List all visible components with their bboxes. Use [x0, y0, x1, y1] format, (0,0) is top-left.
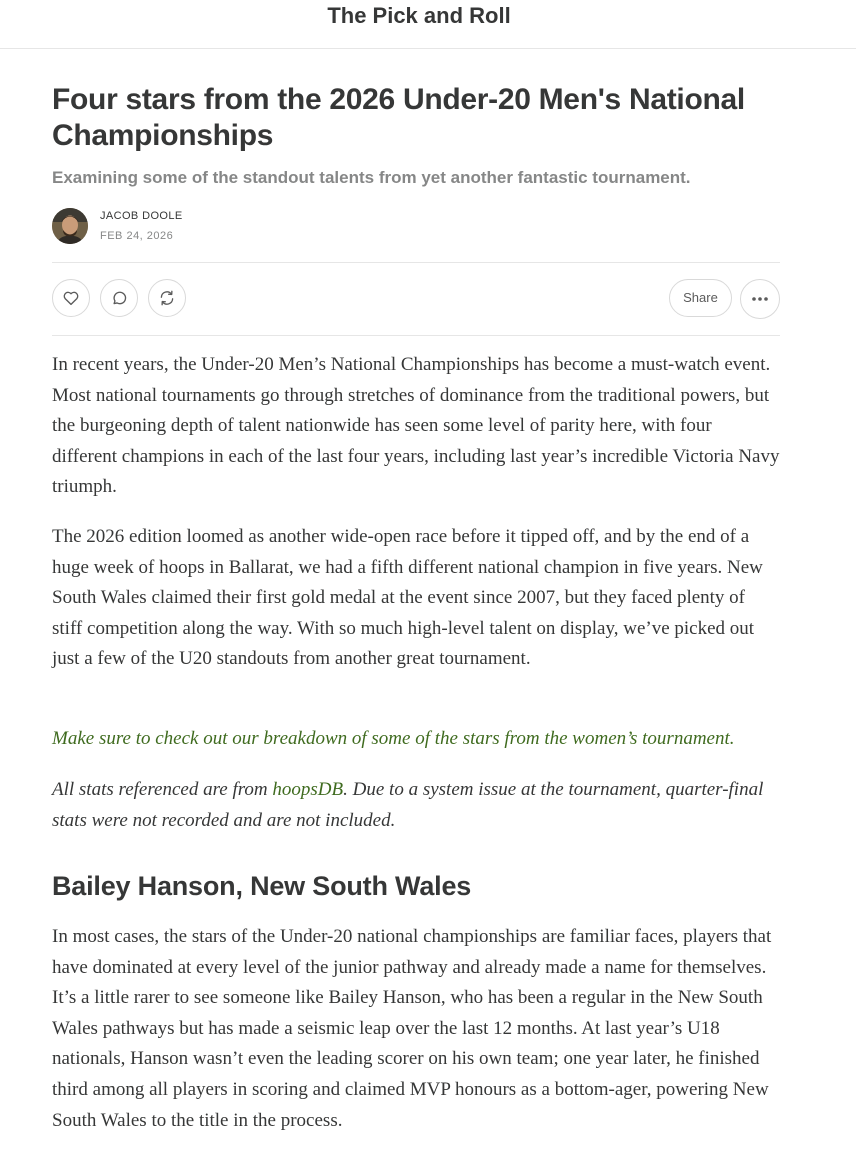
stats-note: [52, 775, 780, 836]
post-subtitle: Examining some of the standout talents from yet another fantastic tournament.: [52, 168, 691, 187]
comment-icon: [110, 289, 128, 307]
restack-button[interactable]: [148, 279, 186, 317]
post-date: FEB 24, 2026: [100, 230, 174, 242]
body-paragraph-1: In recent years, the Under-20 Men’s National Championships has become a must-watch event. Most national tournaments go through stretches of dominance from the traditional powers, but the burgeoning depth of talent nationwide has seen some level of parity here, with four different champions in each of the last four years, including last year’s incredible Victoria Navy triumph.: [52, 354, 780, 498]
stats-note-intro: All stats referenced are from: [52, 779, 273, 800]
author-name[interactable]: JACOB DOOLE: [100, 210, 183, 222]
author-avatar[interactable]: [52, 208, 88, 244]
restack-icon: [158, 289, 176, 307]
share-button[interactable]: Share: [669, 279, 732, 317]
comment-button[interactable]: [100, 279, 138, 317]
stats-note-detail: . Due to a system issue at the tournament, quarter-final stats were not recorded and are not included.: [52, 779, 764, 831]
body-paragraph-2: The 2026 edition loomed as another wide-open race before it tipped off, and by the end of a huge week of hoops in Ballarat, we had a fifth different national champion in five years. New South Wales claimed their first gold medal at the event since 2007, but they faced plenty of stiff competition along the way. With so much high-level talent on display, we’ve picked out just a few of the U20 standouts from another great tournament.: [52, 526, 763, 670]
post-actions-bar: [52, 262, 780, 336]
hoopsdb-link[interactable]: hoopsDB: [272, 779, 344, 800]
more-options-button[interactable]: [740, 279, 780, 319]
women-tournament-note: [52, 724, 780, 755]
section-heading-bailey-hanson: Bailey Hanson, New South Wales: [52, 871, 472, 901]
body-paragraph-3: In most cases, the stars of the Under-20 national championships are familiar faces, players that have dominated at every level of the junior pathway and already made a name for themselves. It’s a little rarer to see someone like Bailey Hanson, who has been a regular in the New South Wales pathways but has made a seismic leap over the last 12 months. At last year’s U18 nationals, Hanson wasn’t even the leading scorer on his own team; one year later, he finished third among all players in scoring and claimed MVP honours as a bottom-ager, powering New South Wales to the title in the process.: [52, 926, 772, 1131]
avatar-photo-icon: [52, 208, 88, 244]
heart-icon: [62, 289, 80, 307]
women-tournament-link[interactable]: Make sure to check out our breakdown of some of the stars from the women’s tournament.: [52, 728, 735, 749]
post-title: Four stars from the 2026 Under-20 Men's National Championships: [52, 83, 745, 152]
like-button[interactable]: [52, 279, 90, 317]
top-bar: [0, 0, 856, 49]
site-title[interactable]: The Pick and Roll: [327, 3, 511, 28]
more-icon: [751, 296, 769, 302]
